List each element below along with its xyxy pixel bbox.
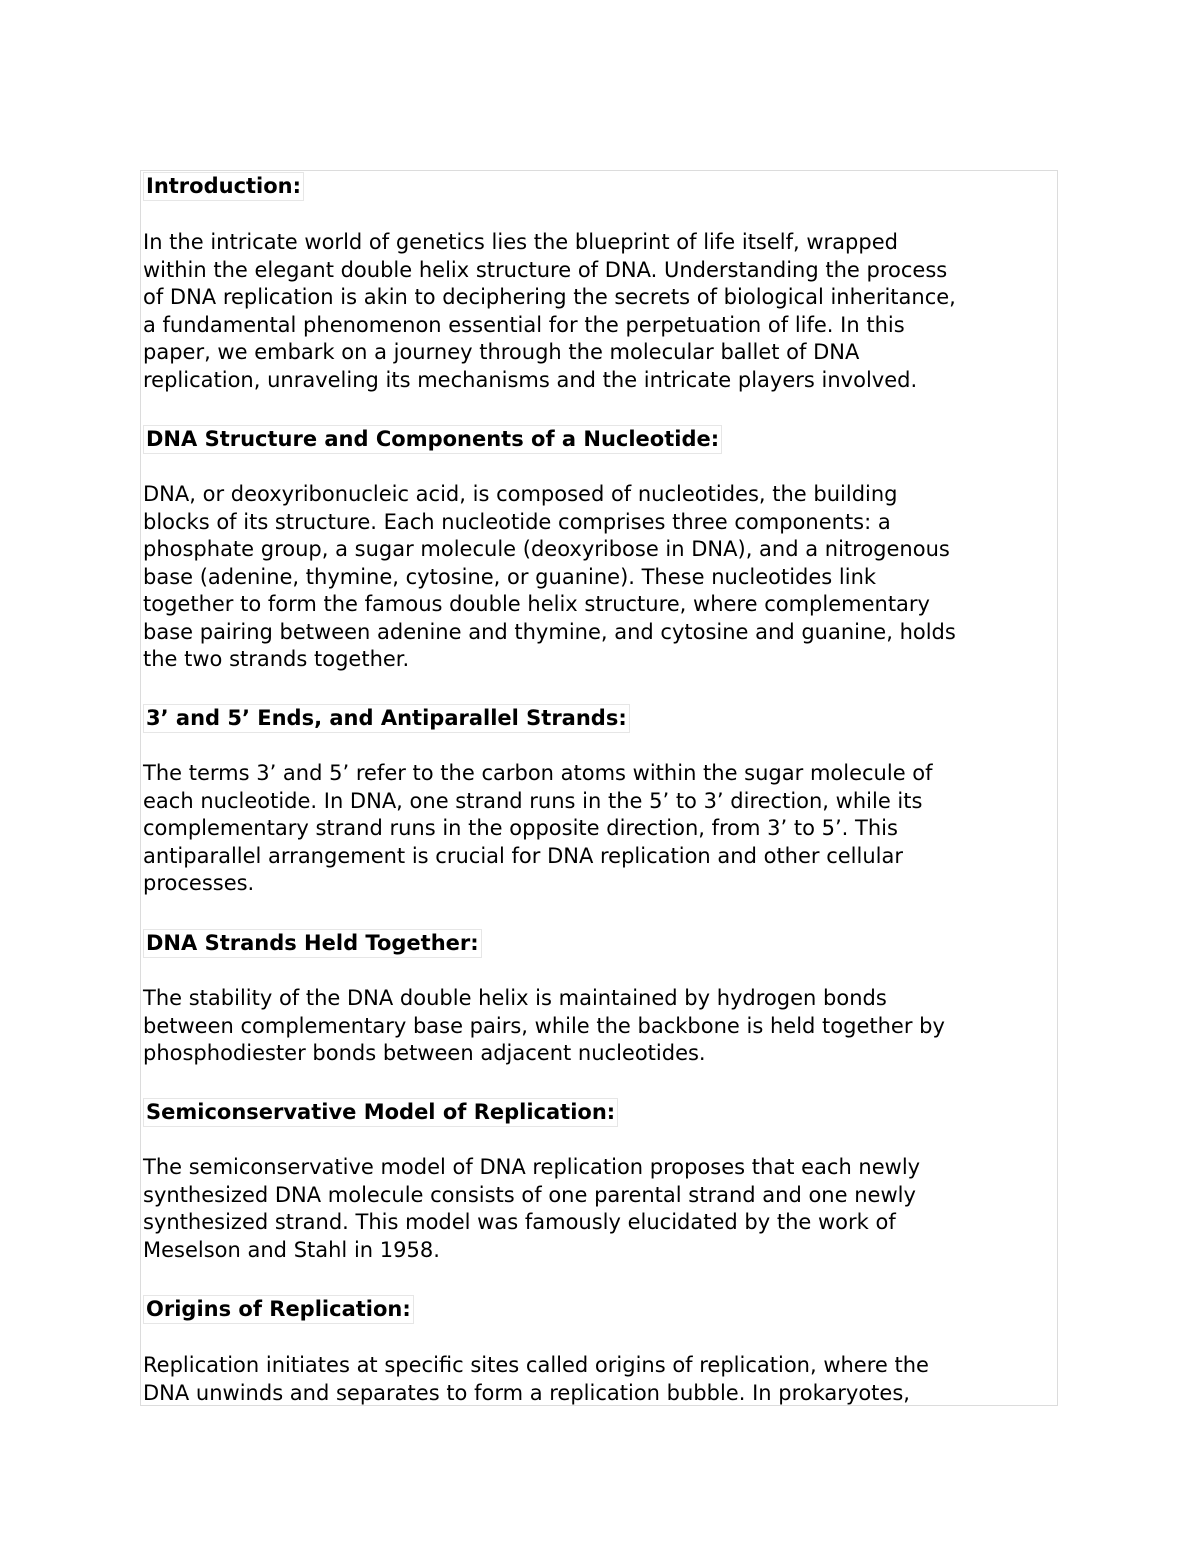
document-page — [140, 170, 1058, 1406]
section-ends-antiparallel — [143, 704, 630, 733]
section-heading: DNA Structure and Components of a Nucleotide: — [143, 425, 722, 454]
section-heading: Origins of Replication: — [143, 1295, 414, 1324]
section-paragraph: The semiconservative model of DNA replication proposes that each newly synthesized DNA molecule consists of one parental strand and one newly synthesized strand. This model was famously elucidated by the work of Meselson and Stahl in 1958. — [143, 1155, 921, 1262]
section-heading: Semiconservative Model of Replication: — [143, 1098, 618, 1127]
section-paragraph: Replication initiates at specific sites called origins of replication, where the DNA unwinds and separates to form a replication bubble. In prokaryotes, — [143, 1353, 929, 1405]
section-introduction-body — [143, 229, 956, 394]
section-origins-body — [143, 1352, 929, 1406]
section-heading: DNA Strands Held Together: — [143, 929, 482, 958]
section-paragraph: DNA, or deoxyribonucleic acid, is composed of nucleotides, the building blocks of its structure. Each nucleotide comprises three components: a phosphate group, a sugar molecule (deoxyribose in DNA), and a nitrogenous base (adenine, thymine, cytosine, or guanine). These nucleotides link together to form the famous double helix structure, where complementary base pairing between adenine and thymine, and cytosine and guanine, holds the two strands together. — [143, 482, 956, 671]
section-origins — [143, 1295, 414, 1324]
section-dna-structure — [143, 425, 722, 454]
section-paragraph: The terms 3’ and 5’ refer to the carbon atoms within the sugar molecule of each nucleotide. In DNA, one strand runs in the 5’ to 3’ direction, while its complementary strand runs in the opposite direction, from 3’ to 5’. This antiparallel arrangement is crucial for DNA replication and other cellular processes. — [143, 761, 933, 895]
section-heading: Introduction: — [143, 172, 304, 201]
section-heading: 3’ and 5’ Ends, and Antiparallel Strands: — [143, 704, 630, 733]
section-paragraph: In the intricate world of genetics lies the blueprint of life itself, wrapped within the elegant double helix structure of DNA. Understanding the process of DNA replication is akin to deciphering the secrets of biological inheritance, a fundamental phenomenon essential for the perpetuation of life. In this paper, we embark on a journey through the molecular ballet of DNA replication, unraveling its mechanisms and the intricate players involved. — [143, 230, 956, 392]
section-semiconservative — [143, 1098, 618, 1127]
section-strands-held-body — [143, 985, 945, 1068]
section-semiconservative-body — [143, 1154, 920, 1264]
section-ends-antiparallel-body — [143, 760, 933, 898]
section-dna-structure-body — [143, 481, 956, 674]
section-strands-held — [143, 929, 482, 958]
section-paragraph: The stability of the DNA double helix is maintained by hydrogen bonds between complementary base pairs, while the backbone is held together by phosphodiester bonds between adjacent nucleotides. — [143, 986, 945, 1065]
section-introduction — [143, 172, 304, 201]
